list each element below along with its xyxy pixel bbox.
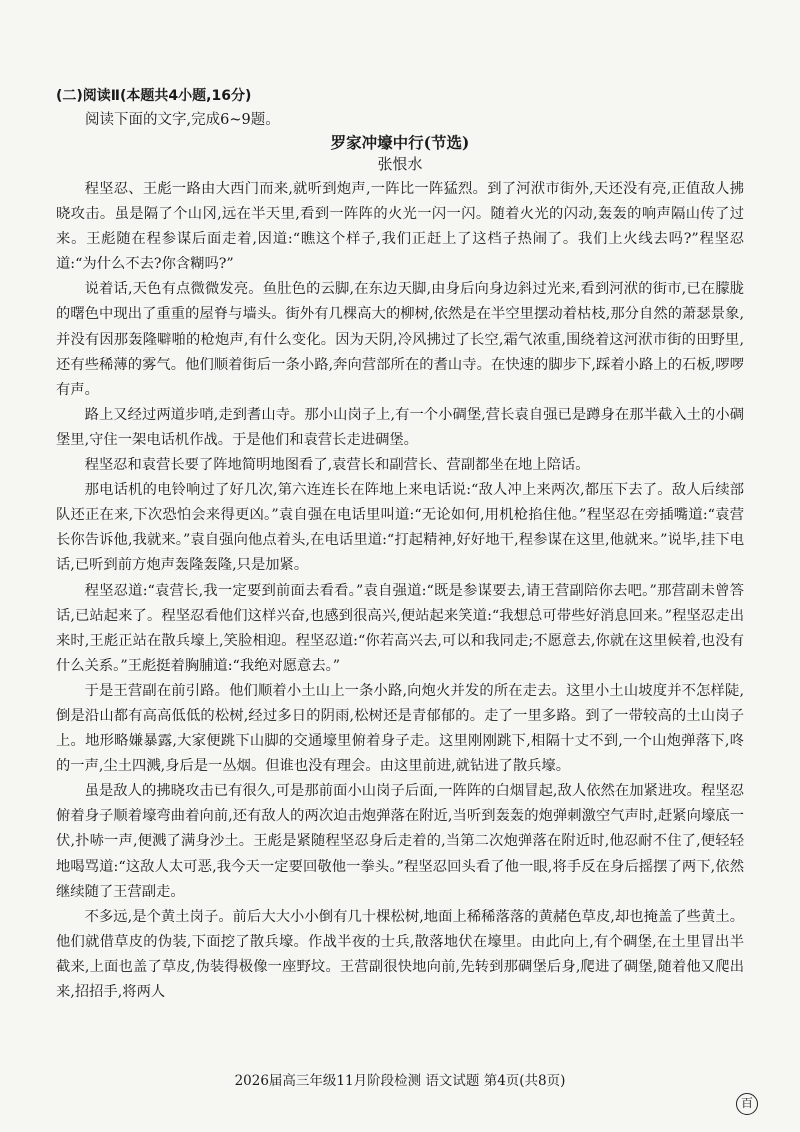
article-body [56,177,744,1005]
article-author: 张恨水 [377,155,423,173]
article-paragraph: 虽是敌人的拂晓攻击已有很久,可是那前面小山岗子后面,一阵阵的白烟冒起,敌人依然在加紧进攻。程坚忍俯着身子顺着壕弯曲着向前,还有敌人的两次迫击炮弹落在附近,当听到轰轰的炮弹刺激空气声时,赶紧向壕底一伏,扑哧一声,便溅了满身沙土。王彪是紧随程坚忍身后走着的,当第二次炮弹落在附近时,他忍耐不住了,便轻轻地喝骂道:“这敌人太可恶,我今天一定要回敬他一拳头。”程坚忍回头看了他一眼,将手反在身后摇摆了两下,依然继续随了王营副走。 [56,783,744,900]
page-footer: 2026届高三年级11月阶段检测 语文试题 第4页(共8页) [234,1073,566,1089]
reading-instruction: 阅读下面的文字,完成6~9题。 [85,112,280,128]
article-paragraph: 路上又经过两道步哨,走到耆山寺。那小山岗子上,有一个小碉堡,营长袁自强已是蹲身在那半截入土的小碉堡里,守住一架电话机作战。于是他们和袁营长走进碉堡。 [56,406,744,448]
article-paragraph: 程坚忍道:“袁营长,我一定要到前面去看看。”袁自强道:“既是参谋要去,请王营副陪你去吧。”那营副未曾答话,已站起来了。程坚忍看他们这样兴奋,也感到很高兴,便站起来笑道:“我想总可带些好消息回来。”程坚忍走出来时,王彪正站在散兵壕上,笑脸相迎。程坚忍道:“你若高兴去,可以和我同走;不愿意去,你就在这里候着,也没有什么关系。”王彪挺着胸脯道:“我绝对愿意去。” [56,582,744,674]
article-paragraph: 不多远,是个黄土岗子。前后大大小小倒有几十棵松树,地面上稀稀落落的黄赭色草皮,却也掩盖了些黄土。他们就借草皮的伪装,下面挖了散兵壕。作战半夜的士兵,散落地伏在壕里。由此向上,有个碉堡,在土里冒出半截来,上面也盖了草皮,伪装得极像一座野坟。王营副很快地向前,先转到那碉堡后身,爬进了碉堡,随着他又爬出来,招招手,将两人 [56,908,744,1000]
article-paragraph: 那电话机的电铃响过了好几次,第六连连长在阵地上来电话说:“敌人冲上来两次,都压下去了。敌人后续部队还正在来,下次恐怕会来得更凶。”袁自强在电话里叫道:“无论如何,用机枪掐住他。”程坚忍在旁插嘴道:“袁营长你告诉他,我就来。”袁自强向他点着头,在电话里道:“打起精神,好好地干,程参谋在这里,他就来。”说毕,挂下电话,已听到前方炮声轰隆轰隆,只是加紧。 [56,482,744,574]
article-title: 罗家冲壕中行(节选) [330,133,470,152]
corner-stamp: 百 [736,1093,758,1115]
article-paragraph: 说着话,天色有点微微发亮。鱼肚色的云脚,在东边天脚,由身后向身边斜过光来,看到河洑的街市,已在朦胧的曙色中现出了重重的屋脊与墙头。街外有几棵高大的柳树,依然是在半空里摆动着枯枝,那分自然的萧瑟景象,并没有因那轰隆噼啪的枪炮声,有什么变化。因为天阴,冷风拂过了长空,霜气浓重,围绕着这河洑市街的田野里,还有些稀薄的雾气。他们顺着街后一条小路,奔向营部所在的耆山寺。在快速的脚步下,踩着小路上的石板,啰啰有声。 [56,281,744,398]
section-heading: (二)阅读Ⅱ(本题共4小题,16分) [56,88,252,104]
article-paragraph: 程坚忍、王彪一路由大西门而来,就听到炮声,一阵比一阵猛烈。到了河洑市街外,天还没有亮,正值敌人拂晓攻击。虽是隔了个山冈,远在半天里,看到一阵阵的火光一闪一闪。随着火光的闪动,轰轰的响声隔山传了过来。王彪随在程参谋后面走着,因道:“瞧这个样子,我们正赶上了这档子热闹了。我们上火线去吗?”程坚忍道:“为什么不去?你含糊吗?” [56,181,744,273]
article-paragraph: 程坚忍和袁营长要了阵地简明地图看了,袁营长和副营长、营副都坐在地上陪话。 [84,457,590,474]
article-paragraph: 于是王营副在前引路。他们顺着小土山上一条小路,向炮火并发的所在走去。这里小土山坡度并不怎样陡,倒是沿山都有高高低低的松树,经过多日的阴雨,松树还是青郁郁的。走了一里多路。到了一带较高的土山岗子上。地形略嫌暴露,大家便跳下山脚的交通壕里俯着身子走。这里刚刚跳下,相隔十丈不到,一个山炮弹落下,咚的一声,尘土四溅,身后是一丛烟。但谁也没有理会。由这里前进,就钻进了散兵壕。 [56,682,744,775]
